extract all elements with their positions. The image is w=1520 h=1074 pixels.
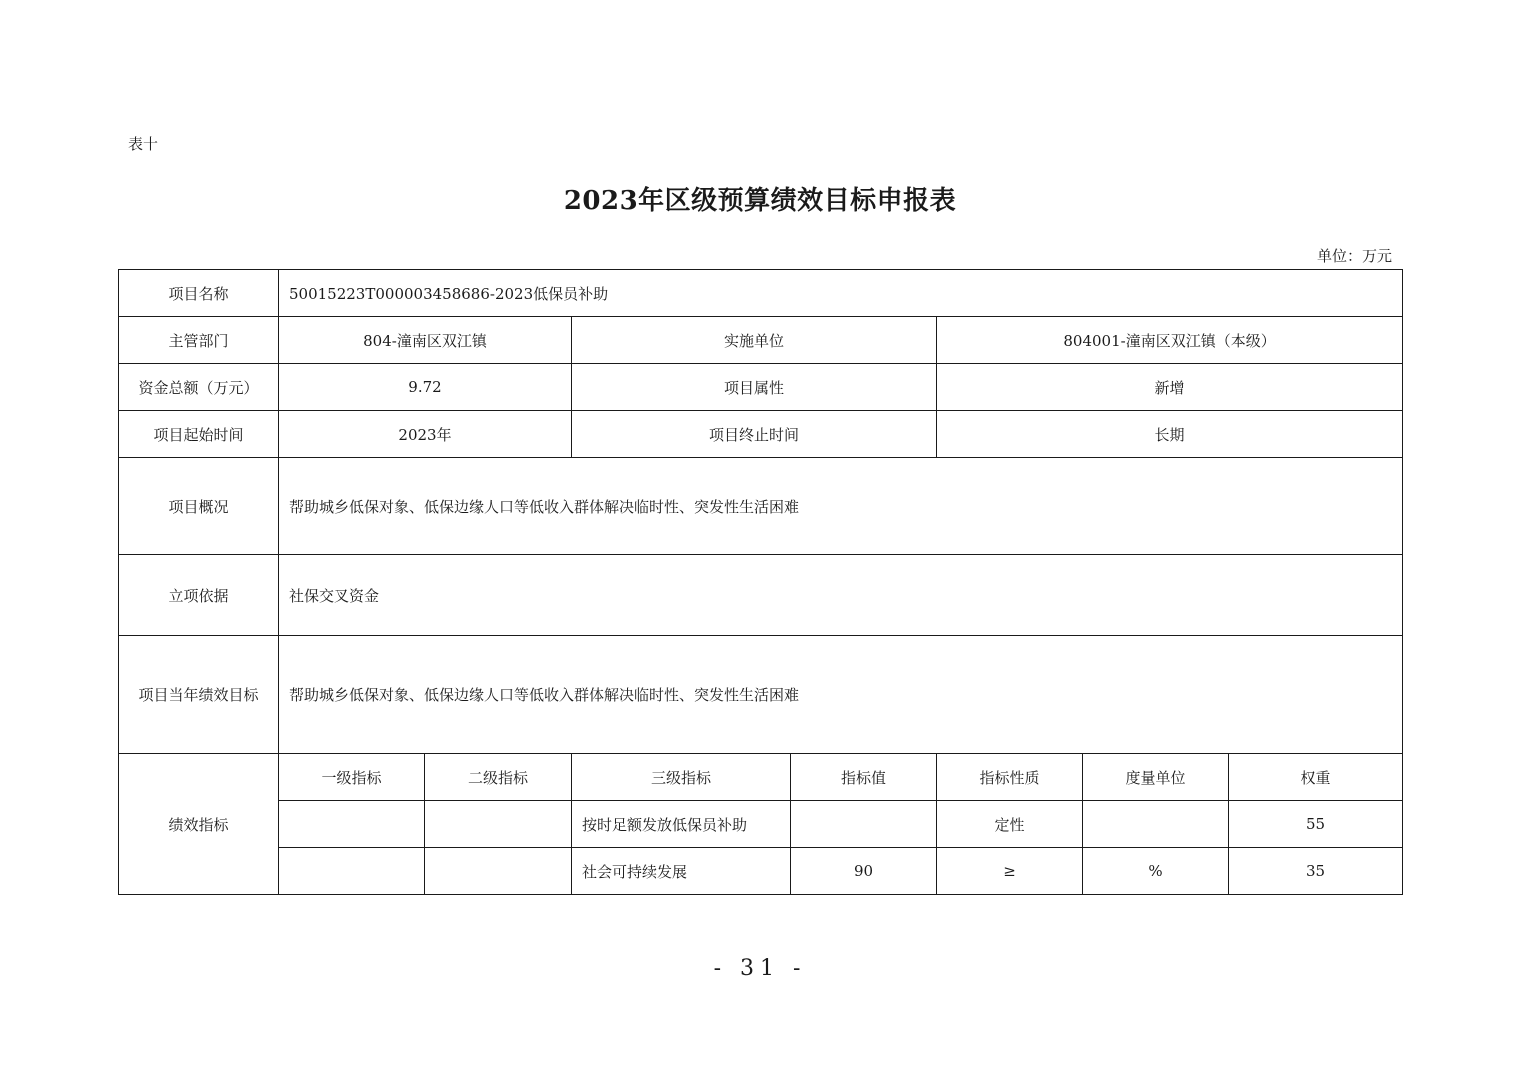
header-unit: 度量单位 [1083,754,1229,801]
start-time-value: 2023年 [279,411,572,458]
total-funds-label: 资金总额（万元） [119,364,279,411]
indicator-level3: 按时足额发放低保员补助 [572,801,791,848]
row-department [119,317,1403,364]
page-number: - 31 - [713,956,807,981]
goal-value: 帮助城乡低保对象、低保边缘人口等低收入群体解决临时性、突发性生活困难 [279,636,1403,754]
row-basis [119,555,1403,636]
indicator-level3: 社会可持续发展 [572,848,791,895]
department-value: 804-潼南区双江镇 [279,317,572,364]
page-title: 2023年区级预算绩效目标申报表 [563,186,957,216]
indicator-level2 [425,848,572,895]
row-period [119,411,1403,458]
indicator-unit [1083,801,1229,848]
indicator-unit: % [1083,848,1229,895]
indicator-level1 [279,801,425,848]
header-value: 指标值 [791,754,937,801]
indicator-value [791,801,937,848]
overview-value: 帮助城乡低保对象、低保边缘人口等低收入群体解决临时性、突发性生活困难 [279,458,1403,555]
indicator-nature: 定性 [937,801,1083,848]
total-funds-value: 9.72 [279,364,572,411]
row-goal [119,636,1403,754]
implementing-unit-label: 实施单位 [572,317,937,364]
indicator-level1 [279,848,425,895]
indicator-row [119,848,1403,895]
end-time-value: 长期 [937,411,1403,458]
row-funds [119,364,1403,411]
indicator-header-row [119,754,1403,801]
indicator-level2 [425,801,572,848]
indicator-weight: 35 [1229,848,1403,895]
indicator-value: 90 [791,848,937,895]
start-time-label: 项目起始时间 [119,411,279,458]
header-level1: 一级指标 [279,754,425,801]
basis-value: 社保交叉资金 [279,555,1403,636]
indicator-row [119,801,1403,848]
table-label: 表十 [128,135,159,153]
project-name-value: 50015223T000003458686-2023低保员补助 [279,270,1403,317]
header-weight: 权重 [1229,754,1403,801]
indicators-label: 绩效指标 [119,754,279,895]
header-level2: 二级指标 [425,754,572,801]
unit-label: 单位：万元 [1316,247,1392,265]
department-label: 主管部门 [119,317,279,364]
indicator-nature: ≥ [937,848,1083,895]
project-attribute-label: 项目属性 [572,364,937,411]
project-attribute-value: 新增 [937,364,1403,411]
header-nature: 指标性质 [937,754,1083,801]
row-project-name [119,270,1403,317]
indicator-weight: 55 [1229,801,1403,848]
basis-label: 立项依据 [119,555,279,636]
end-time-label: 项目终止时间 [572,411,937,458]
project-name-label: 项目名称 [119,270,279,317]
row-overview [119,458,1403,555]
budget-performance-table [118,269,1403,895]
implementing-unit-value: 804001-潼南区双江镇（本级） [937,317,1403,364]
goal-label: 项目当年绩效目标 [119,636,279,754]
header-level3: 三级指标 [572,754,791,801]
overview-label: 项目概况 [119,458,279,555]
